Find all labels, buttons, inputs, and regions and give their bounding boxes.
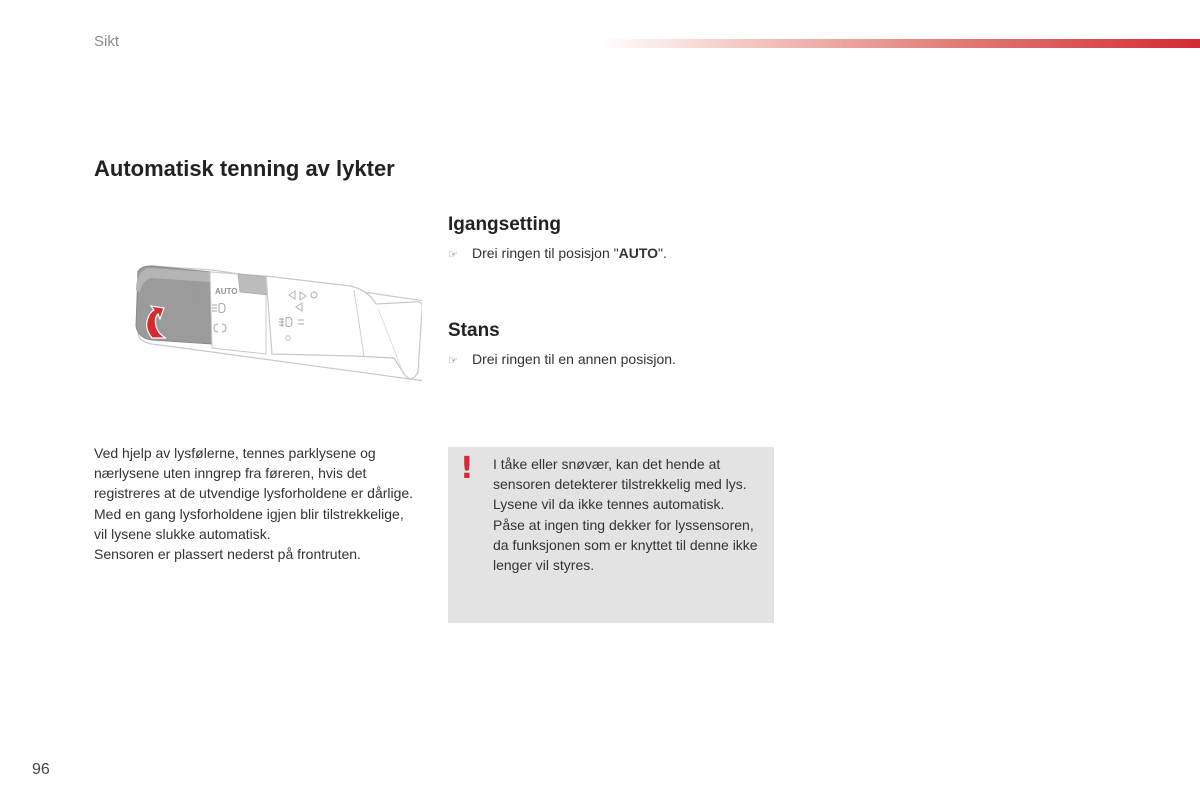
activation-instruction <box>448 245 667 261</box>
intro-paragraph: Sensoren er plassert nederst på frontruten. <box>94 546 361 563</box>
section-label: Sikt <box>94 33 120 50</box>
warning-icon: ! <box>460 451 474 486</box>
page-title: Automatisk tenning av lykter <box>94 156 395 181</box>
activation-text-end: ". <box>658 245 667 261</box>
intro-text <box>94 443 414 564</box>
deactivation-instruction <box>448 351 676 367</box>
light-stalk-illustration <box>132 262 422 392</box>
deactivation-heading: Stans <box>448 320 500 341</box>
intro-paragraph: Ved hjelp av lysfølerne, tennes parklysene og nærlysene uten inngrep fra føreren, hvis det registreres at de utvendige lysforholdene er dårlige. <box>94 445 414 502</box>
warning-paragraph: Påse at ingen ting dekker for lyssensoren, da funksjonen som er knyttet til denne ikke lenger vil styres. <box>493 516 758 574</box>
warning-text <box>493 454 763 575</box>
warning-box <box>448 447 774 623</box>
pointing-hand-icon: ☞ <box>448 249 458 261</box>
svg-text:AUTO: AUTO <box>215 287 238 296</box>
auto-label: AUTO <box>618 245 659 261</box>
page-number: 96 <box>32 761 50 778</box>
deactivation-text: Drei ringen til en annen posisjon. <box>472 351 676 367</box>
pointing-hand-icon: ☞ <box>448 355 458 367</box>
header-accent-bar <box>600 39 1200 48</box>
warning-paragraph: I tåke eller snøvær, kan det hende at sensoren detekterer tilstrekkelig med lys. Lysene vil da ikke tennes automatisk. <box>493 456 747 513</box>
intro-paragraph: Med en gang lysforholdene igjen blir tilstrekkelige, vil lysene slukke automatisk. <box>94 505 404 542</box>
activation-heading: Igangsetting <box>448 214 561 235</box>
activation-text-start: Drei ringen til posisjon " <box>472 245 619 261</box>
